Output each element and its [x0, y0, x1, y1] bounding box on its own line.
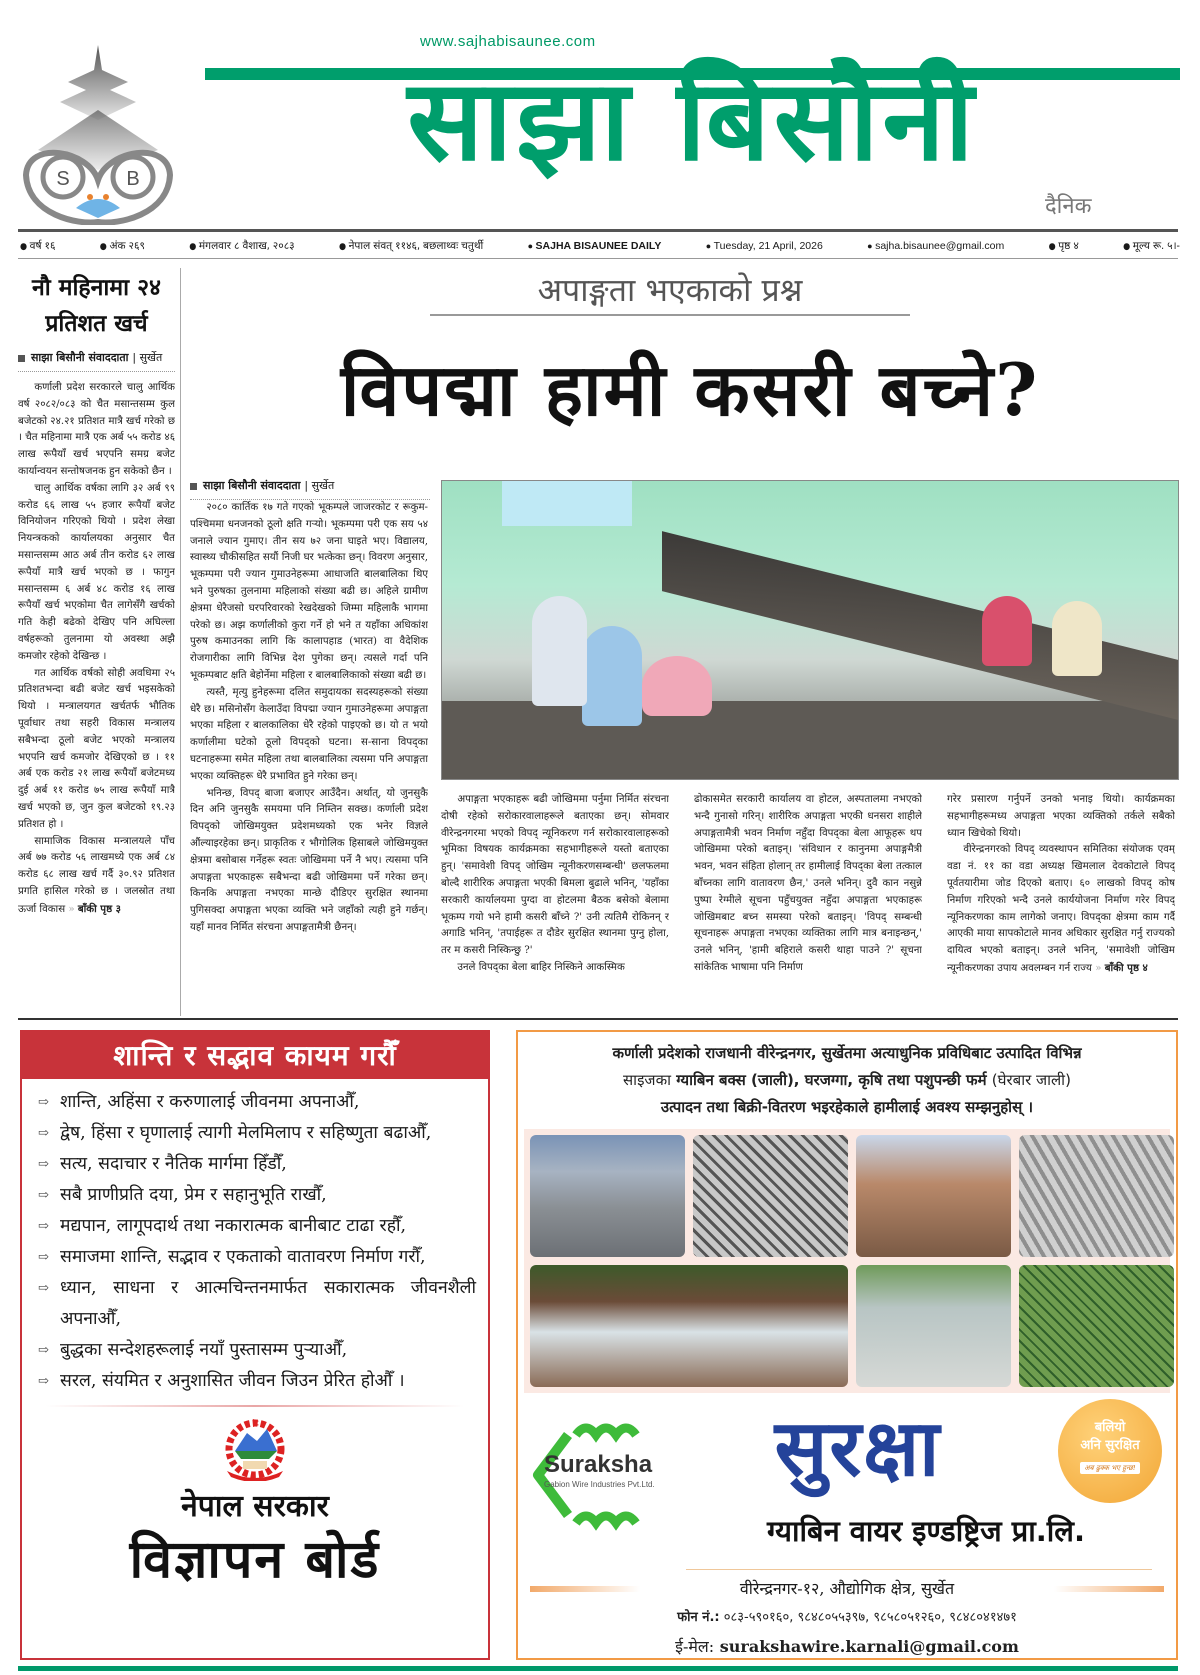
paragraph: २०८० कार्तिक १७ गते गएको भूकम्पले जाजरकोट र रूकुम-पश्चिममा धनजनको ठूलो क्षति गऱ्यो। भूकम्पमा परी एक सय ५४ जनाले ज्यान गुमाए। तीन सय ७२ जना घाइते भए। विद्यालय, स्वास्थ्य चौकीसहित सयौं निजी घर भत्केका छन्। विवरण अनुसार, भूकम्पमा परी ज्यान गुमाउनेहरूमा आधाजति बालबालिका थिए भने पुरुषका तुलनामा महिलाको संख्या बढी छ। अहिले ग्रामीण क्षेत्रमा धेरैजसो घरपरिवारको रेखदेखको जिम्मा महिलाकै भागमा परेको छ। अझ कर्णालीको कुरा गर्ने हो भने त यहाँका अधिकांश पुरुष कमाउनका लागि कि कालापहाड (भारत) वा वैदेशिक रोजगारीका लागि विभिन्न देश पुगेका छन्। त्यसले गर्दा पनि भूकम्पबाट क्षति बेहोर्नेमा महिला र बालबालिकाको संख्या बढी छ।	[190, 502, 428, 681]
product-photo-gabion-wall	[1019, 1135, 1174, 1257]
paragraph: गत आर्थिक वर्षको सोही अवधिमा २५ प्रतिशतभन्दा बढी बजेट खर्च भइसकेको थियो । मन्त्रालयगत खर्चतर्फ भौतिक पूर्वाधार तथा सहरी विकास मन्त्रालय सबैभन्दा ठूलो बजेट भएको मन्त्रालय भएपनि खर्च कमजोर देखिएको छ । ११ अर्ब एक करोड २१ लाख रूपैयाँ बजेटमध्य दुई अर्ब ११ करोड ७५ लाख रूपैयाँ मात्रै खर्च भएको छ, जुन कुल बजेटको १९.२३ प्रतिशत हो ।	[18, 667, 175, 830]
info-strip-top-rule	[18, 229, 1178, 232]
left-story-headline[interactable]: नौ महिनामा २४ प्रतिशत खर्च	[31, 274, 161, 337]
company-phone	[518, 1606, 1176, 1630]
company-email	[518, 1634, 1176, 1660]
list-item-text: बुद्धका सन्देशहरूलाई नयाँ पुस्तासम्म पुऱ्याऔँ,	[60, 1340, 348, 1360]
badge-line-2: अनि सुरक्षित	[1080, 1438, 1140, 1453]
peace-advertisement	[20, 1030, 490, 1660]
ad-intro-products: ग्याबिन बक्स (जाली), घरजग्गा, कृषि तथा पशुपन्छी फर्म	[676, 1071, 987, 1089]
left-story-body	[18, 380, 175, 919]
list-item	[38, 1242, 476, 1273]
ad-intro-text: (घेरबार जाली)	[991, 1071, 1071, 1089]
ad-intro-line-1: कर्णाली प्रदेशको राजधानी वीरेन्द्रनगर, सुर्खेतमा अत्याधुनिक प्रविधिबाट उत्पादित विभिन्न	[612, 1044, 1082, 1062]
section-divider	[18, 1018, 1178, 1020]
continued-link[interactable]: » बाँकी पृष्ठ ३	[68, 903, 121, 915]
byline-author: साझा बिसौनी संवाददाता	[203, 479, 301, 492]
byline-location: | सुर्खेत	[132, 351, 163, 364]
newspaper-logo	[18, 40, 178, 225]
list-item	[38, 1211, 476, 1242]
list-item-text: ध्यान, साधना र आत्मचिन्तनमार्फत सकारात्मक जीवनशैली अपनाऔँ,	[60, 1278, 476, 1329]
list-item-text: सबै प्राणीप्रति दया, प्रेम र सहानुभूति राखौँ,	[60, 1185, 327, 1205]
participant	[582, 626, 642, 726]
list-item	[38, 1087, 476, 1118]
byline-location: | सुर्खेत	[304, 479, 335, 492]
daily-label: दैनिक	[1045, 194, 1092, 219]
byline-square-icon	[190, 483, 197, 490]
main-story-photo[interactable]	[441, 480, 1179, 780]
main-story-column-2	[441, 792, 669, 1014]
ad-intro	[518, 1032, 1176, 1127]
arrow-right-icon: ⇨	[38, 1374, 49, 1389]
ad-intro-line-2	[528, 1067, 1166, 1094]
paragraph: त्यस्तै, मृत्यु हुनेहरूमा दलित समुदायका सदस्यहरूको संख्या धेरै छ। मसिनोसँग केलाउँदा विपद्मा ज्यान गुमाउनेहरूमा अपाङ्गता भएका महिला र बालकालिका धेरै रहेको पाइएको छ। यो त भयो कर्णालीमा घटेको ठूलो विपद्को घटना। स-साना विपद्का घटनाहरूमा समेत महिला तथा बालबालिका त्यसमा पनि अपाङ्गता भएका व्यक्तिहरू धेरै प्रभावित हुने गरेका छन्।	[190, 686, 428, 782]
projector-screen	[502, 481, 632, 526]
website-url[interactable]: www.sajhabisaunee.com	[420, 33, 596, 50]
participant	[1052, 601, 1102, 676]
paragraph-text: सामाजिक विकास मन्त्रालयले पाँच अर्ब ७७ करोड ५६ लाखमध्ये एक अर्ब ८४ करोड ६८ लाख खर्च गर्दै ३०.९२ प्रतिशत प्रगति हासिल गरेको छ । जलस्रोत तथा ऊर्जा विकास	[18, 835, 175, 915]
paragraph	[947, 842, 1175, 977]
main-story-column-1	[190, 500, 428, 1015]
paragraph: गरेर प्रसारण गर्नुपर्ने उनको भनाइ थियो। कार्यक्रमका सहभागीहरूमध्य अपाङ्गता भएका व्यक्तिको तर्कले सबैको ध्यान खिचेको थियो।	[947, 794, 1175, 839]
email-label: ई-मेल:	[675, 1637, 715, 1656]
pagoda-emblem-icon	[18, 40, 178, 225]
paragraph	[18, 834, 175, 919]
paragraph-text: वीरेन्द्रनगरको विपद् व्यवस्थापन समितिका संयोजक एवम् वडा नं. ११ का वडा अध्यक्ष खिमलाल देवकोटाले विपद् पूर्वतयारीमा जोड दिएको बताए। ६० लाखको विपद् कोष निर्माण गरिएको भन्दै उनले कार्ययोजना निर्माण गरेर विपद् न्यूनिकरणका काम लागेको जनाए। विपद्का क्षेत्रमा काम गर्दै आएकी माया सापकोटाले मानव अधिकार सुरक्षित गर्नु राज्यको दायित्व भएको बताइन्। उनले भनिन्, 'समावेशी जोखिम न्यूनीकरणका उपाय अवलम्बन गर्न राज्य	[947, 844, 1175, 974]
arrow-right-icon: ⇨	[38, 1095, 49, 1110]
date-english: ● Tuesday, 21 April, 2026	[706, 240, 823, 252]
list-item	[38, 1273, 476, 1335]
paragraph: चालु आर्थिक वर्षका लागि ३२ अर्ब ९९ करोड ६६ लाख ५५ हजार रूपैयाँ बजेट विनियोजन गरिएको थियो । प्रदेश लेखा नियन्त्रकको कार्यालयका अनुसार चैत मसान्तसम्म आठ अर्ब तीन करोड ६२ लाख रूपैयाँ मात्रै खर्च भएको छ । फागुन मसान्तसम्म ६ अर्ब ४८ करोड १६ लाख रूपैयाँ खर्च भएकोमा चैत लागेसँगै खर्चको गति केही बढेको देखिए पनि अघिल्ला वर्षहरूको तुलनामा यो अवस्था अझै कमजोर रहेको देखिन्छ ।	[18, 482, 175, 662]
photo-table	[442, 701, 1179, 780]
email-address[interactable]: surakshawire.karnali@gmail.com	[719, 1637, 1019, 1656]
badge-line-1: बलियो	[1094, 1420, 1126, 1435]
contact-email[interactable]: ● sajha.bisaunee@gmail.com	[867, 240, 1004, 252]
participant-cap	[642, 656, 712, 716]
logo-letter-s: S	[56, 168, 70, 190]
company-address: वीरेन्द्रनगर-१२, औद्योगिक क्षेत्र, सुर्खेत	[518, 1576, 1176, 1602]
byline-author: साझा बिसौनी संवाददाता	[31, 351, 129, 364]
main-story-byline	[190, 478, 430, 500]
list-item	[38, 1366, 476, 1397]
byline-square-icon	[18, 355, 25, 362]
paragraph: उनले विपद्का बेला बाहिर निस्किने आकस्मिक	[457, 961, 625, 973]
product-photo-riverbank	[856, 1265, 1011, 1387]
list-item	[38, 1180, 476, 1211]
list-item	[38, 1335, 476, 1366]
sponsor-advertisement-board: विज्ञापन बोर्ड	[129, 1530, 381, 1590]
list-item	[38, 1149, 476, 1180]
brand-row	[518, 1399, 1176, 1569]
phone-numbers[interactable]: ०८३-५९०१६०, ९८४८०५५३९७, ९८५८०५१२६०, ९८४८०४१४७१	[723, 1610, 1017, 1625]
arrow-right-icon: ⇨	[38, 1343, 49, 1358]
main-story-kicker: अपाङ्गता भएकाको प्रश्न	[430, 270, 910, 316]
product-photo-wire-rolls	[530, 1135, 685, 1257]
page-number: ● पृष्ठ ४	[1049, 239, 1079, 253]
participant	[982, 596, 1032, 666]
arrow-right-icon: ⇨	[38, 1219, 49, 1234]
volume-year: ● वर्ष १६	[20, 239, 55, 253]
brand-name-nepali: सुरक्षा	[774, 1403, 942, 1494]
participant	[532, 596, 587, 706]
column-divider	[180, 268, 181, 1016]
paper-name-english: ● SAJHA BISAUNEE DAILY	[528, 240, 662, 252]
logo-company-subtitle: Gabion Wire Industries Pvt.Ltd.	[544, 1480, 655, 1489]
logo-text-block	[544, 1451, 669, 1490]
main-story-column-3	[694, 792, 922, 1014]
product-photo-gabion-boxes	[693, 1135, 848, 1257]
main-story-headline[interactable]: विपद्मा हामी कसरी बच्ने?	[340, 347, 1040, 432]
ad-intro-text: साइजका	[623, 1071, 671, 1089]
paragraph: भनिन्छ, विपद् बाजा बजाएर आउँदैन। अर्थात्, यो जुनसुकै दिन अनि जुनसुकै समयमा पनि निम्तिन सक्छ। कर्णाली प्रदेश विपद्को जोखिमयुक्त प्रदेशमध्यको एक भनेर विज्ञले औंल्याइरहेका छन्। प्राकृतिक र भौगोलिक हिसाबले जोखिमयुक्त क्षेत्रमा बसोबास गर्नेहरू स्वतः जोखिममा पर्ने नै भए। त्यसमा पनि अपाङ्गता भएकाहरू सबैभन्दा बढी जोखिममा पर्ने गरेका छन्। किनकि अपाङ्गता नभएका मान्छे दौडिएर सुरक्षित स्थानमा पुगिसक्दा अपाङ्गता भएका व्यक्ति भने जहाँको त्यही हुने गर्छन्। यहाँ मानव निर्मित संरचना अपाङ्गतामैत्री छैनन्।	[190, 787, 428, 933]
logo-company-name: Suraksha	[544, 1451, 653, 1478]
arrow-right-icon: ⇨	[38, 1281, 49, 1296]
list-item-text: सत्य, सदाचार र नैतिक मार्गमा हिँडौँ,	[60, 1154, 287, 1174]
nepal-sambat: ● नेपाल संवत् ११४६, बछलाथ्वः चतुर्थी	[339, 239, 483, 253]
company-name-nepali: ग्याबिन वायर इण्डष्ट्रिज प्रा.लि.	[767, 1514, 1085, 1548]
list-item-text: शान्ति, अहिंसा र करुणालाई जीवनमा अपनाऔँ,	[60, 1092, 360, 1112]
logo-letter-b: B	[126, 168, 140, 190]
peace-ad-list	[22, 1079, 488, 1401]
list-item-text: समाजमा शान्ति, सद्भाव र एकताको वातावरण निर्माण गरौँ,	[60, 1247, 426, 1267]
badge-tagline: अब ढुक्क भए हुन्छ!	[1080, 1462, 1139, 1474]
left-story-byline	[18, 350, 175, 372]
product-photo-stone-wall	[856, 1135, 1011, 1257]
list-item-text: सरल, संयमित र अनुशासित जीवन जिउन प्रेरित होऔँ ।	[60, 1371, 405, 1391]
paragraph: अपाङ्गता भएकाहरू बढी जोखिममा पर्नुमा निर्मित संरचना दोषी रहेको सरोकारवालाहरूले बताएका छन्। सोमवार वीरेन्द्रनगरमा भएको विपद् न्यूनिकरण गर्न सरोकारवालाहरूको भूमिका विषयक कार्यक्रमका सहभागीहरूले यस्तो बताएका हुन्। 'समावेशी विपद् जोखिम न्यूनीकरणसम्बन्धी' छलफलमा बोल्दै शारीरिक अपाङ्गता भएकी बिमला बुढाले भनिन्, 'यहाँका सरकारी कार्यालयमा पुग्दा वा होटलमा बैठक बसेको बेलामा भूकम्प गयो भने हामी कसरी बाँच्ने ?' उनी त्यतिमै रोकिनन् र अगाडि भनिन्, 'तपाईहरू त दौडेर सुरक्षित स्थानमा पुग्नु होला, तर म कसरी निस्किन्छु ?'	[441, 794, 669, 957]
arrow-right-icon: ⇨	[38, 1157, 49, 1172]
footer-rule	[18, 1666, 1178, 1671]
nepal-government-emblem-icon	[217, 1415, 293, 1481]
sponsor-government: नेपाल सरकार	[181, 1489, 329, 1524]
list-item	[38, 1118, 476, 1149]
price: ● मूल्य रू. ५।-	[1123, 239, 1180, 253]
newspaper-title: साझा बिसौनी	[407, 56, 978, 186]
arrow-right-icon: ⇨	[38, 1188, 49, 1203]
ad-intro-line-3: उत्पादन तथा बिक्री-वितरण भइरहेकाले हामीलाई अवश्य सम्झनुहोस् ।	[660, 1098, 1034, 1116]
slogan-badge	[1058, 1399, 1162, 1503]
date-nepali: ● मंगलवार ८ वैशाख, २०८३	[189, 239, 294, 253]
main-story-column-4	[947, 792, 1175, 1014]
info-strip-bottom-rule	[18, 258, 1178, 259]
arrow-right-icon: ⇨	[38, 1126, 49, 1141]
address-rule	[686, 1569, 1152, 1570]
product-photo-chain-fence	[1019, 1265, 1174, 1387]
issue-number: ● अंक २६९	[100, 239, 145, 253]
arrow-right-icon: ⇨	[38, 1250, 49, 1265]
continued-link[interactable]: » बाँकी पृष्ठ ४	[1095, 962, 1148, 974]
product-photo-waterfall-gabion	[530, 1265, 848, 1387]
peace-ad-divider	[46, 1405, 464, 1407]
paragraph: कर्णाली प्रदेश सरकारले चालु आर्थिक वर्ष २०८२/०८३ को चैत मसान्तसम्म कुल बजेटको २४.२१ प्रतिशत मात्रै खर्च गरेको छ । चैत महिनामा मात्रै एक अर्ब ५५ करोड ४६ लाख रूपैयाँ खर्च भएपनि समग्र बजेट कार्यान्वयन सन्तोषजनक हुन सकेको छैन ।	[18, 382, 175, 477]
list-item-text: द्वेष, हिंसा र घृणालाई त्यागी मेलमिलाप र सहिष्णुता बढाऔँ,	[60, 1123, 432, 1143]
paragraph: ढोकासमेत सरकारी कार्यालय वा होटल, अस्पतालमा नभएको भन्दै गुनासो गरिन्। शारीरिक अपाङ्गता भएकी धनसरा शाहीले अपाङ्गतामैत्री भवन निर्माण नहुँदा विपद्का बेला आफूहरू थप जोखिममा परेको बताइन्। 'संविधान र कानुनमा अपाङ्गमैत्री भवन, भवन संहिता होलान् तर हामीलाई विपद्का बेला तत्काल बाँच्नका लागि वातावरण छैन,' उनले भनिन्। दुवै कान नसुन्ने पुष्पा रेग्मीले सूचना पहुँचयुक्त नहुँदा अपाङ्गता भएकाहरू जोखिमबाट बच्न समस्या परेको बताइन्। 'विपद् सम्बन्धी सूचनाहरू अपाङ्गता नभएका व्यक्तिका लागि मात्र बनाइन्छन्,' उनले भनिन्, 'हामी बहिराले कसरी थाहा पाउने ?' सूचना सांकेतिक भाषामा पनि निर्माण	[694, 794, 922, 973]
phone-label: फोन नं.:	[677, 1610, 720, 1625]
issue-info-strip	[20, 236, 1180, 256]
list-item-text: मद्यपान, लागूपदार्थ तथा नकारात्मक बानीबाट टाढा रहौँ,	[60, 1216, 407, 1236]
suraksha-advertisement	[516, 1030, 1178, 1660]
left-story	[18, 270, 175, 1015]
peace-ad-title: शान्ति र सद्भाव कायम गरौँ	[22, 1032, 488, 1079]
product-photo-grid	[524, 1129, 1170, 1393]
